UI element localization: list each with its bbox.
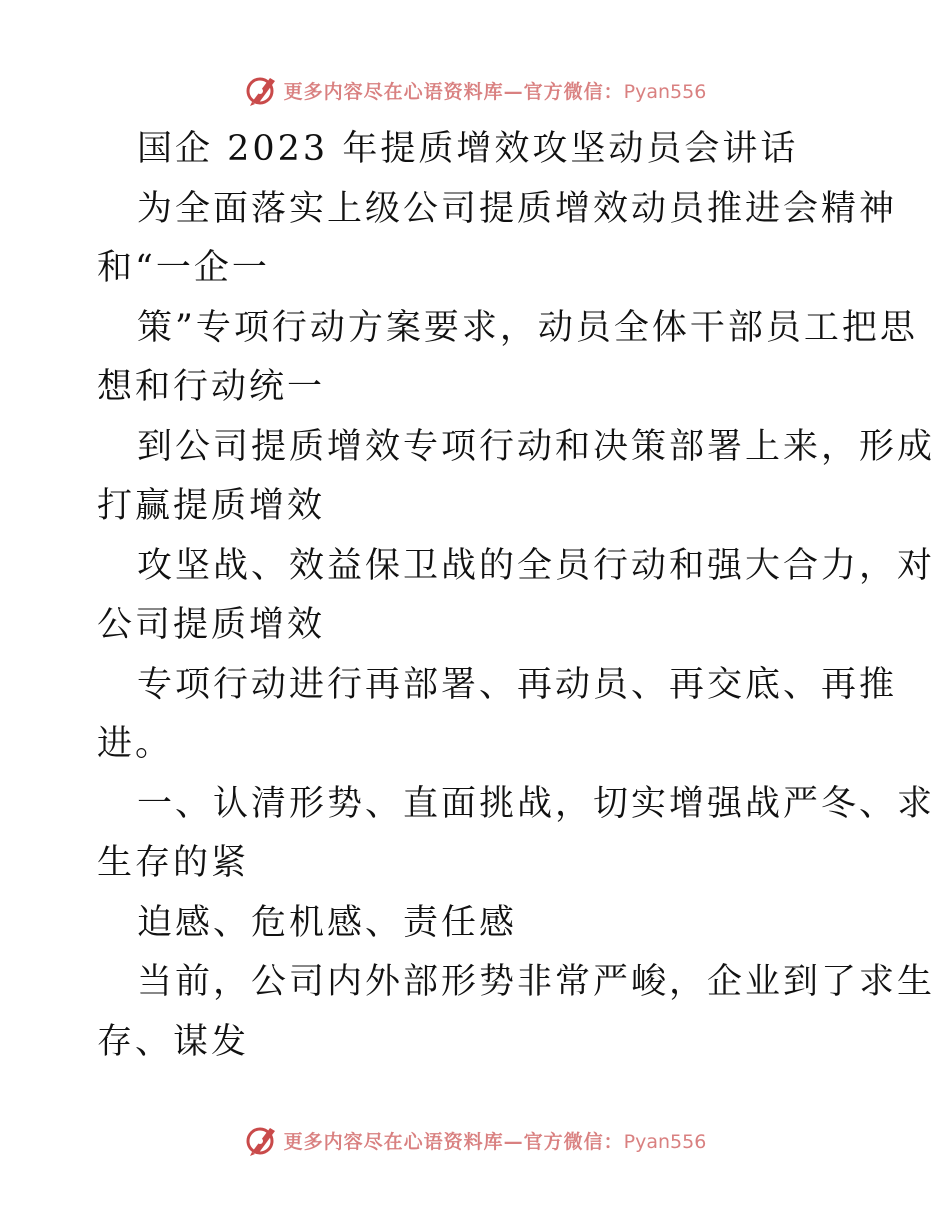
body-text-line: 攻坚战、效益保卫战的全员行动和强大合力，对 xyxy=(137,545,936,586)
body-text-line: 策”专项行动方案要求，动员全体干部员工把思 xyxy=(137,307,918,348)
document-body xyxy=(97,120,936,1072)
body-text-line: 公司提质增效 xyxy=(97,605,326,645)
pen-logo-icon xyxy=(244,72,280,108)
body-text-line: 想和行动统一 xyxy=(97,367,326,407)
body-text-line: 当前，公司内外部形势非常严峻，企业到了求生 xyxy=(137,962,936,1002)
document-title: 国企 2023 年提质增效攻坚动员会讲话 xyxy=(137,129,799,169)
footer-watermark xyxy=(0,1120,950,1160)
body-text-line: 为全面落实上级公司提质增效动员推进会精神 xyxy=(137,188,898,229)
header-watermark xyxy=(0,70,950,110)
body-text-line: 进。 xyxy=(97,724,174,764)
watermark-wechat-id: Pyan556 xyxy=(623,1130,707,1153)
watermark-wechat-id: Pyan556 xyxy=(623,80,707,103)
body-text-line: 存、谋发 xyxy=(97,1021,250,1062)
watermark-text: 更多内容尽在心语资料库—官方微信：Pyan556 xyxy=(283,80,707,103)
body-text-line: 生存的紧 xyxy=(97,843,250,883)
pen-logo-icon xyxy=(244,1122,280,1158)
body-text-line: 打赢提质增效 xyxy=(97,486,326,526)
watermark-text: 更多内容尽在心语资料库—官方微信：Pyan556 xyxy=(283,1130,707,1153)
body-text-line: 和“一企一 xyxy=(97,248,270,288)
body-text-line: 一、认清形势、直面挑战，切实增强战严冬、求 xyxy=(137,783,936,824)
body-text-line: 迫感、危机感、责任感 xyxy=(137,902,518,943)
body-text-line: 专项行动进行再部署、再动员、再交底、再推 xyxy=(137,664,898,705)
body-text-line: 到公司提质增效专项行动和决策部署上来，形成 xyxy=(137,426,936,467)
